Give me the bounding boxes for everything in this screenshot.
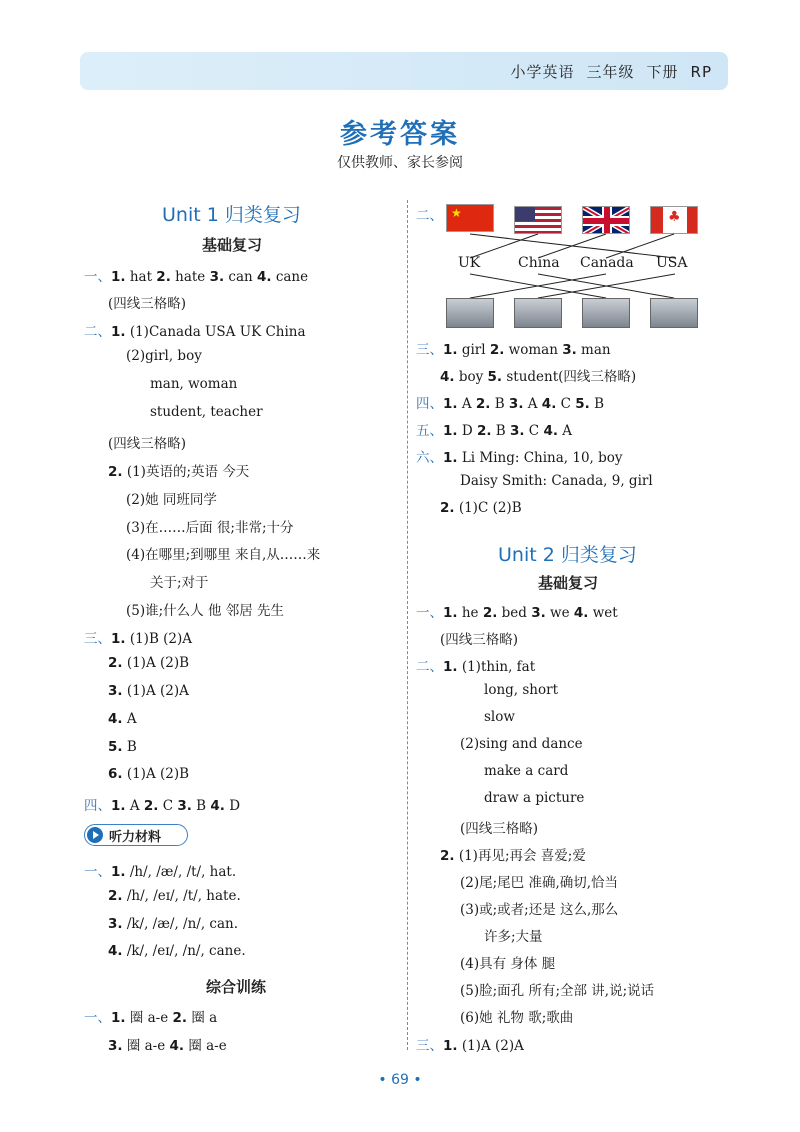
answer-line: 四、1. A 2. B 3. A 4. C 5. B xyxy=(416,396,604,412)
answer-line: draw a picture xyxy=(484,790,585,806)
answer-line: 一、1. 圈 a-e 2. 圈 a xyxy=(84,1010,218,1026)
unit1-section-comprehensive: 综合训练 xyxy=(206,978,267,996)
answer-line: (2)她 同班同学 xyxy=(126,492,217,508)
answer-line: 4. A xyxy=(108,711,137,727)
landmark-photo-great-wall xyxy=(650,298,698,328)
answer-line: 二、1. (1)thin, fat xyxy=(416,659,536,675)
answer-line: (四线三格略) xyxy=(440,632,519,648)
play-icon xyxy=(87,827,103,843)
header-term: 下册 xyxy=(646,63,679,81)
answer-line: 2. (1)再见;再会 喜爱;爱 xyxy=(440,848,586,864)
header-bar xyxy=(80,52,728,90)
listening-material-tag xyxy=(84,824,188,846)
answer-line: 三、1. (1)A (2)A xyxy=(416,1038,524,1054)
header-edition: RP xyxy=(690,63,712,81)
page-title: 参考答案 xyxy=(340,119,460,150)
answer-line: 三、1. (1)B (2)A xyxy=(84,631,193,647)
answer-line: 三、1. girl 2. woman 3. man xyxy=(416,342,611,358)
answer-line: 五、1. D 2. B 3. C 4. A xyxy=(416,423,573,439)
answer-line: (4)具有 身体 腿 xyxy=(460,956,556,972)
answer-line: (5)脸;面孔 所有;全部 讲,说;说话 xyxy=(460,983,655,999)
answer-line: 3. (1)A (2)A xyxy=(108,683,189,699)
answer-line: 六、1. Li Ming: China, 10, boy xyxy=(416,450,623,466)
answer-line: (2)尾;尾巴 准确,确切,恰当 xyxy=(460,875,619,891)
answer-line: 一、1. hat 2. hate 3. can 4. cane xyxy=(84,269,309,285)
answer-line: (5)谁;什么人 他 邻居 先生 xyxy=(126,603,285,619)
answer-line: student, teacher xyxy=(150,404,263,420)
column-divider xyxy=(407,200,408,1050)
answer-line: (四线三格略) xyxy=(108,436,187,452)
answer-line: (四线三格略) xyxy=(108,296,187,312)
page-subtitle: 仅供教师、家长参阅 xyxy=(337,155,463,171)
answer-line: 许多;大量 xyxy=(484,929,543,945)
answer-line: (6)她 礼物 歌;歌曲 xyxy=(460,1010,574,1026)
answer-line: 关于;对于 xyxy=(150,575,209,591)
answer-line: 5. B xyxy=(108,739,137,755)
answer-line: 2. (1)C (2)B xyxy=(440,500,522,516)
header-text xyxy=(498,61,712,82)
country-label: China xyxy=(518,255,560,271)
unit1-section-basic: 基础复习 xyxy=(202,236,263,254)
answer-line: slow xyxy=(484,709,515,725)
answer-line: Daisy Smith: Canada, 9, girl xyxy=(460,473,653,489)
answer-line: long, short xyxy=(484,682,558,698)
answer-line: 二、1. (1)Canada USA UK China xyxy=(84,324,306,340)
unit2-section-basic: 基础复习 xyxy=(538,574,599,592)
answer-line: (2)girl, boy xyxy=(126,348,202,364)
answer-line: (2)sing and dance xyxy=(460,736,583,752)
country-label: Canada xyxy=(580,255,634,271)
answer-line: 2. (1)英语的;英语 今天 xyxy=(108,464,250,480)
header-grade: 三年级 xyxy=(586,63,635,81)
answer-line: 四、1. A 2. C 3. B 4. D xyxy=(84,798,241,814)
answer-line: 3. /k/, /æ/, /n/, can. xyxy=(108,916,239,932)
answer-line: 2. /h/, /eɪ/, /t/, hate. xyxy=(108,888,241,904)
header-subject: 小学英语 xyxy=(510,63,575,81)
country-label: USA xyxy=(656,255,688,271)
landmark-photo-cn-tower xyxy=(582,298,630,328)
unit1-title: Unit 1 归类复习 xyxy=(162,204,301,226)
answer-line: (4)在哪里;到哪里 来自,从……来 xyxy=(126,547,321,563)
country-label: UK xyxy=(458,255,481,271)
landmark-photo-bigben xyxy=(446,298,494,328)
answer-line: man, woman xyxy=(150,376,238,392)
china-flag-icon: ★ xyxy=(446,204,494,232)
answer-line: 一、1. he 2. bed 3. we 4. wet xyxy=(416,605,618,621)
answer-line: 3. 圈 a-e 4. 圈 a-e xyxy=(108,1038,227,1054)
answer-line: (3)或;或者;还是 这么,那么 xyxy=(460,902,619,918)
answer-line: 4. /k/, /eɪ/, /n/, cane. xyxy=(108,943,246,959)
landmark-photo-statue xyxy=(514,298,562,328)
answer-line: (3)在……后面 很;非常;十分 xyxy=(126,520,294,536)
answer-line: make a card xyxy=(484,763,569,779)
unit2-title: Unit 2 归类复习 xyxy=(498,544,637,566)
answer-line: 6. (1)A (2)B xyxy=(108,766,190,782)
matching-question-label: 二、 xyxy=(416,208,443,224)
answer-line: 4. boy 5. student(四线三格略) xyxy=(440,369,637,385)
canada-flag-icon: ♣ xyxy=(650,206,698,234)
answer-line: 一、1. /h/, /æ/, /t/, hat. xyxy=(84,864,237,880)
answer-line: 2. (1)A (2)B xyxy=(108,655,190,671)
listening-material-label: 听力材料 xyxy=(109,830,162,845)
answer-line: (四线三格略) xyxy=(460,821,539,837)
page-number: • 69 • xyxy=(378,1072,422,1088)
